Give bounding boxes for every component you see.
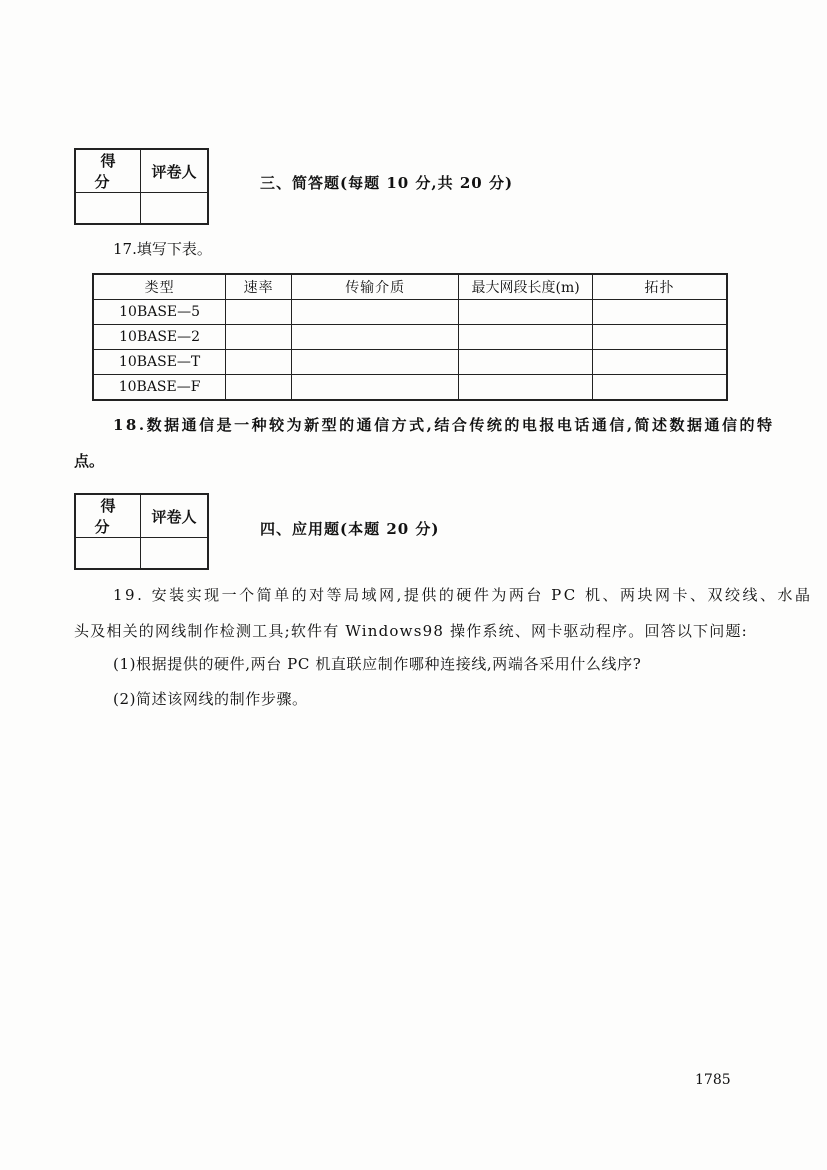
grader-label: 评卷人 [141,149,209,193]
column-header: 速率 [226,274,292,300]
question-19-sub2: (2)简述该网线的制作步骤。 [113,690,308,708]
grader-label: 评卷人 [141,494,209,538]
section-title: 四、应用题(本题 20 分) [260,520,440,538]
table-header-row [93,274,727,300]
table-row [93,300,727,325]
column-header: 最大网段长度(m) [459,274,593,300]
score-cell [75,193,141,225]
question-18-line2: 点。 [74,452,105,470]
table-cell: 10BASE—2 [93,325,226,350]
question-18-line1: 18.数据通信是一种较为新型的通信方式,结合传统的电报电话通信,简述数据通信的特 [113,416,775,434]
grader-cell [141,538,209,570]
question-17: 17.填写下表。 [113,240,212,258]
column-header: 传输介质 [292,274,459,300]
table-cell [459,325,593,350]
table-cell: 10BASE—5 [93,300,226,325]
table-cell: 10BASE—F [93,375,226,401]
table-cell [459,300,593,325]
score-label: 得 分 [75,149,141,193]
table-cell [592,300,727,325]
table-cell [226,325,292,350]
table-row [93,375,727,401]
section-title: 三、简答题(每题 10 分,共 20 分) [260,174,514,192]
column-header: 拓扑 [592,274,727,300]
table-cell [459,375,593,401]
score-box [74,148,209,225]
question-19-line1: 19. 安装实现一个简单的对等局域网,提供的硬件为两台 PC 机、两块网卡、双绞线、水晶 [113,586,813,604]
table-cell [226,350,292,375]
table-row [93,350,727,375]
table-cell [226,300,292,325]
table-cell [592,375,727,401]
table-cell [292,325,459,350]
table-cell [226,375,292,401]
table-cell [459,350,593,375]
table-cell: 10BASE—T [93,350,226,375]
table-cell [292,375,459,401]
score-label: 得 分 [75,494,141,538]
score-cell [75,538,141,570]
table-cell [292,300,459,325]
table-cell [592,325,727,350]
question-19-sub1: (1)根据提供的硬件,两台 PC 机直联应制作哪种连接线,两端各采用什么线序? [113,655,642,673]
table-cell [592,350,727,375]
fill-in-table [92,273,728,401]
table-row [93,325,727,350]
column-header: 类型 [93,274,226,300]
grader-cell [141,193,209,225]
table-cell [292,350,459,375]
question-19-line2: 头及相关的网线制作检测工具;软件有 Windows98 操作系统、网卡驱动程序。回答以下问题: [74,622,748,640]
page-number: 1785 [695,1072,731,1088]
score-box [74,493,209,570]
